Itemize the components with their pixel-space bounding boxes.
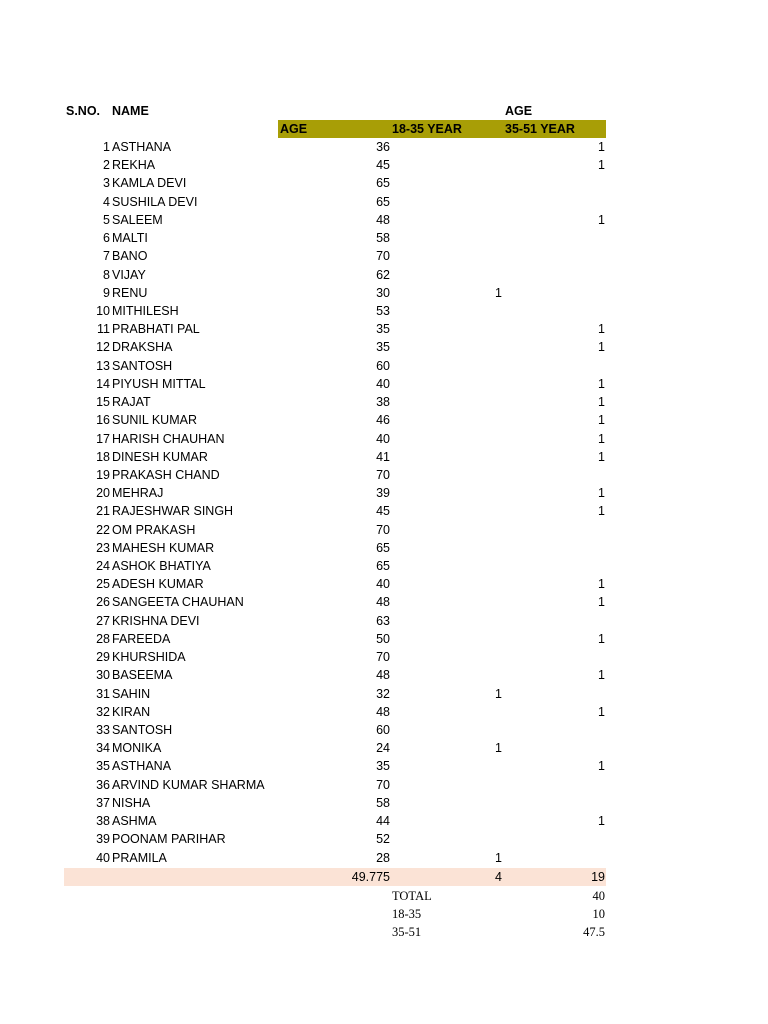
row-age: 28: [376, 850, 390, 865]
row-count-18-35: [420, 575, 502, 593]
row-sno: 22: [96, 522, 110, 537]
row-name: SANTOSH: [112, 723, 173, 737]
row-age: 52: [376, 832, 390, 847]
row-age: 53: [376, 303, 390, 318]
row-count-35-51: [520, 776, 605, 794]
table-row: [0, 448, 768, 466]
row-age: 70: [376, 467, 390, 482]
row-age: 60: [376, 358, 390, 373]
row-age: 62: [376, 267, 390, 282]
row-count-18-35: [420, 721, 502, 739]
data-table: [0, 138, 768, 867]
row-name: PIYUSH MITTAL: [112, 376, 206, 391]
row-age: 40: [376, 376, 390, 391]
row-name: ASTHANA: [112, 759, 172, 774]
row-age: 60: [376, 723, 390, 737]
row-name: SANGEETA CHAUHAN: [112, 595, 244, 610]
table-row: [0, 575, 768, 593]
row-count-35-51: [520, 174, 605, 192]
row-count-18-35: [420, 375, 502, 393]
table-row: [0, 593, 768, 611]
table-row: [0, 630, 768, 648]
table-row: [0, 794, 768, 812]
table-row: [0, 411, 768, 429]
row-count-35-51: [520, 357, 605, 375]
row-count-18-35: [420, 484, 502, 502]
row-name: SUSHILA DEVI: [112, 194, 198, 209]
row-age: 35: [376, 322, 390, 337]
row-sno: 19: [96, 467, 110, 482]
row-name: FAREEDA: [112, 631, 171, 646]
row-count-35-51: 1: [598, 486, 605, 501]
row-age: 24: [376, 741, 390, 756]
table-row: [0, 648, 768, 666]
stat-label-18-35: 18-35: [392, 907, 422, 921]
row-age: 40: [376, 431, 390, 446]
summary-count-18-35: 4: [495, 870, 502, 884]
row-count-35-51: 1: [598, 595, 605, 610]
row-sno: 33: [96, 723, 110, 737]
row-name: MEHRAJ: [112, 486, 164, 501]
row-count-18-35: [420, 302, 502, 320]
table-row: [0, 229, 768, 247]
row-count-35-51: [520, 830, 605, 848]
row-age: 44: [376, 814, 390, 829]
row-count-18-35: [420, 448, 502, 466]
row-count-35-51: 1: [598, 140, 605, 154]
row-count-18-35: [420, 830, 502, 848]
row-count-18-35: [420, 776, 502, 794]
row-sno: 11: [97, 322, 110, 337]
row-count-35-51: [520, 284, 605, 302]
row-count-18-35: [420, 794, 502, 812]
row-count-35-51: 1: [598, 431, 605, 446]
table-row: [0, 138, 768, 156]
row-count-18-35: [420, 630, 502, 648]
row-count-18-35: 1: [495, 850, 502, 865]
row-count-35-51: [520, 648, 605, 666]
row-count-35-51: 1: [598, 158, 605, 173]
row-sno: 31: [96, 686, 110, 701]
row-count-35-51: 1: [598, 759, 605, 774]
table-row: [0, 830, 768, 848]
row-name: ARVIND KUMAR SHARMA: [112, 777, 265, 792]
row-age: 39: [376, 486, 390, 501]
row-sno: 23: [96, 540, 110, 555]
row-age: 48: [376, 595, 390, 610]
row-count-35-51: 1: [598, 577, 605, 592]
row-count-18-35: [420, 430, 502, 448]
row-count-18-35: [420, 812, 502, 830]
row-name: PRAMILA: [112, 850, 167, 865]
row-age: 35: [376, 340, 390, 355]
row-sno: 18: [96, 449, 110, 464]
row-count-18-35: 1: [495, 741, 502, 756]
table-row: [0, 776, 768, 794]
row-name: HARISH CHAUHAN: [112, 431, 225, 446]
row-sno: 34: [96, 741, 110, 756]
row-sno: 12: [96, 340, 110, 355]
row-age: 70: [376, 650, 390, 665]
row-sno: 24: [96, 559, 110, 574]
table-row: [0, 302, 768, 320]
row-name: ASHMA: [112, 814, 157, 829]
row-count-35-51: [520, 794, 605, 812]
row-name: ADESH KUMAR: [112, 577, 204, 592]
row-age: 38: [376, 395, 390, 410]
row-name: ASTHANA: [112, 140, 172, 154]
row-count-35-51: [520, 229, 605, 247]
table-row: [0, 338, 768, 356]
row-count-35-51: [520, 193, 605, 211]
row-name: SALEEM: [112, 212, 163, 227]
row-name: SUNIL KUMAR: [112, 413, 197, 428]
summary-count-35-51: 19: [591, 870, 605, 884]
stat-value-35-51: 47.5: [583, 925, 605, 939]
row-count-35-51: [520, 739, 605, 757]
row-age: 70: [376, 777, 390, 792]
table-row: [0, 266, 768, 284]
row-sno: 21: [96, 504, 110, 519]
row-count-18-35: [420, 666, 502, 684]
row-count-35-51: 1: [598, 376, 605, 391]
row-count-18-35: [420, 521, 502, 539]
table-row: [0, 174, 768, 192]
row-count-35-51: [520, 612, 605, 630]
row-count-35-51: 1: [598, 340, 605, 355]
row-count-18-35: [420, 174, 502, 192]
table-row: [0, 484, 768, 502]
row-age: 48: [376, 668, 390, 683]
row-name: REKHA: [112, 158, 156, 173]
row-count-18-35: [420, 411, 502, 429]
row-count-35-51: [520, 557, 605, 575]
row-count-18-35: [420, 593, 502, 611]
row-sno: 28: [96, 631, 110, 646]
row-count-35-51: [520, 849, 605, 867]
row-count-18-35: [420, 393, 502, 411]
row-sno: 3: [103, 176, 110, 191]
row-name: BASEEMA: [112, 668, 173, 683]
row-count-35-51: 1: [598, 212, 605, 227]
row-sno: 36: [96, 777, 110, 792]
row-count-35-51: 1: [598, 704, 605, 719]
row-name: BANO: [112, 249, 148, 264]
row-sno: 20: [96, 486, 110, 501]
row-sno: 37: [96, 795, 110, 810]
stat-value-total: 40: [592, 889, 605, 903]
row-name: MITHILESH: [112, 303, 179, 318]
row-sno: 27: [96, 613, 110, 628]
row-sno: 5: [103, 212, 110, 227]
row-age: 63: [376, 613, 390, 628]
row-count-18-35: [420, 266, 502, 284]
row-count-35-51: [520, 539, 605, 557]
row-count-35-51: 1: [598, 322, 605, 337]
stat-value-18-35: 10: [592, 907, 605, 921]
table-row: [0, 685, 768, 703]
table-row: [0, 521, 768, 539]
row-age: 65: [376, 194, 390, 209]
row-count-18-35: [420, 338, 502, 356]
row-count-35-51: 1: [598, 504, 605, 519]
table-row: [0, 320, 768, 338]
row-name: MAHESH KUMAR: [112, 540, 215, 555]
row-name: VIJAY: [112, 267, 146, 282]
table-row: [0, 502, 768, 520]
row-name: PRAKASH CHAND: [112, 467, 220, 482]
row-count-18-35: [420, 466, 502, 484]
row-count-18-35: [420, 138, 502, 156]
row-age: 58: [376, 795, 390, 810]
row-count-18-35: [420, 502, 502, 520]
band-header-18-35: 18-35 YEAR: [392, 122, 462, 136]
column-header-age-group: AGE: [505, 104, 533, 118]
row-count-18-35: 1: [495, 285, 502, 300]
row-name: KIRAN: [112, 704, 151, 719]
row-count-18-35: [420, 757, 502, 775]
row-name: KRISHNA DEVI: [112, 613, 200, 628]
table-row: [0, 156, 768, 174]
table-row: [0, 557, 768, 575]
table-row: [0, 539, 768, 557]
row-age: 45: [376, 504, 390, 519]
row-sno: 17: [96, 431, 110, 446]
row-count-18-35: [420, 247, 502, 265]
table-row: [0, 393, 768, 411]
row-count-35-51: [520, 302, 605, 320]
row-name: KHURSHIDA: [112, 650, 186, 665]
row-age: 41: [376, 449, 390, 464]
row-age: 65: [376, 540, 390, 555]
row-sno: 9: [103, 285, 110, 300]
band-header-35-51: 35-51 YEAR: [505, 122, 575, 136]
stat-label-35-51: 35-51: [392, 925, 422, 939]
row-sno: 6: [103, 231, 110, 246]
row-age: 46: [376, 413, 390, 428]
table-row: [0, 849, 768, 867]
summary-average-age: 49.775: [351, 870, 390, 884]
row-age: 50: [376, 631, 390, 646]
row-count-35-51: 1: [598, 668, 605, 683]
row-age: 65: [376, 559, 390, 574]
row-sno: 1: [103, 140, 110, 154]
row-count-35-51: 1: [598, 395, 605, 410]
row-sno: 40: [96, 850, 110, 865]
row-count-18-35: [420, 156, 502, 174]
table-row: [0, 375, 768, 393]
row-age: 48: [376, 704, 390, 719]
row-name: RENU: [112, 285, 148, 300]
row-sno: 38: [96, 814, 110, 829]
table-row: [0, 247, 768, 265]
row-sno: 2: [103, 158, 110, 173]
row-sno: 10: [96, 303, 110, 318]
row-sno: 39: [96, 832, 110, 847]
row-count-18-35: [420, 612, 502, 630]
row-sno: 25: [96, 577, 110, 592]
row-count-18-35: [420, 229, 502, 247]
row-sno: 15: [96, 395, 110, 410]
row-count-18-35: 1: [495, 686, 502, 701]
row-age: 70: [376, 522, 390, 537]
table-row: [0, 703, 768, 721]
row-age: 45: [376, 158, 390, 173]
row-count-18-35: [420, 320, 502, 338]
table-row: [0, 284, 768, 302]
stat-label-total: TOTAL: [392, 889, 432, 903]
table-row: [0, 430, 768, 448]
row-name: DINESH KUMAR: [112, 449, 208, 464]
table-row: [0, 466, 768, 484]
row-count-18-35: [420, 557, 502, 575]
row-age: 65: [376, 176, 390, 191]
row-age: 40: [376, 577, 390, 592]
row-count-35-51: [520, 685, 605, 703]
row-count-18-35: [420, 211, 502, 229]
row-name: OM PRAKASH: [112, 522, 196, 537]
table-row: [0, 357, 768, 375]
row-name: PRABHATI PAL: [112, 322, 200, 337]
column-header-name: NAME: [112, 104, 149, 118]
row-count-35-51: [520, 266, 605, 284]
row-name: DRAKSHA: [112, 340, 173, 355]
row-sno: 26: [96, 595, 110, 610]
row-age: 48: [376, 212, 390, 227]
row-sno: 13: [96, 358, 110, 373]
row-count-35-51: [520, 521, 605, 539]
row-age: 36: [376, 140, 390, 154]
band-header-age: AGE: [280, 122, 308, 136]
table-row: [0, 721, 768, 739]
row-age: 30: [376, 285, 390, 300]
table-row: [0, 812, 768, 830]
row-sno: 32: [96, 704, 110, 719]
table-row: [0, 666, 768, 684]
row-age: 32: [376, 686, 390, 701]
row-count-35-51: 1: [598, 814, 605, 829]
row-count-35-51: [520, 466, 605, 484]
row-count-35-51: 1: [598, 449, 605, 464]
row-age: 58: [376, 231, 390, 246]
table-row: [0, 739, 768, 757]
row-sno: 16: [96, 413, 110, 428]
row-count-18-35: [420, 357, 502, 375]
row-age: 70: [376, 249, 390, 264]
row-count-18-35: [420, 193, 502, 211]
table-row: [0, 612, 768, 630]
row-sno: 7: [103, 249, 110, 264]
row-sno: 4: [103, 194, 110, 209]
row-name: SAHIN: [112, 686, 151, 701]
row-name: NISHA: [112, 795, 151, 810]
row-count-18-35: [420, 703, 502, 721]
row-sno: 29: [96, 650, 110, 665]
row-sno: 8: [103, 267, 110, 282]
table-row: [0, 193, 768, 211]
row-name: RAJAT: [112, 395, 151, 410]
column-header-sno: S.NO.: [66, 104, 101, 118]
row-name: SANTOSH: [112, 358, 173, 373]
row-age: 35: [376, 759, 390, 774]
row-count-18-35: [420, 539, 502, 557]
row-name: MALTI: [112, 231, 148, 246]
row-name: RAJESHWAR SINGH: [112, 504, 234, 519]
row-count-35-51: [520, 247, 605, 265]
row-name: KAMLA DEVI: [112, 176, 187, 191]
row-sno: 30: [96, 668, 110, 683]
row-count-35-51: 1: [598, 631, 605, 646]
table-row: [0, 211, 768, 229]
row-name: ASHOK BHATIYA: [112, 559, 211, 574]
table-row: [0, 757, 768, 775]
row-name: MONIKA: [112, 741, 162, 756]
row-count-35-51: [520, 721, 605, 739]
row-sno: 14: [96, 376, 110, 391]
row-count-18-35: [420, 648, 502, 666]
row-sno: 35: [96, 759, 110, 774]
row-count-35-51: 1: [598, 413, 605, 428]
row-name: POONAM PARIHAR: [112, 832, 226, 847]
